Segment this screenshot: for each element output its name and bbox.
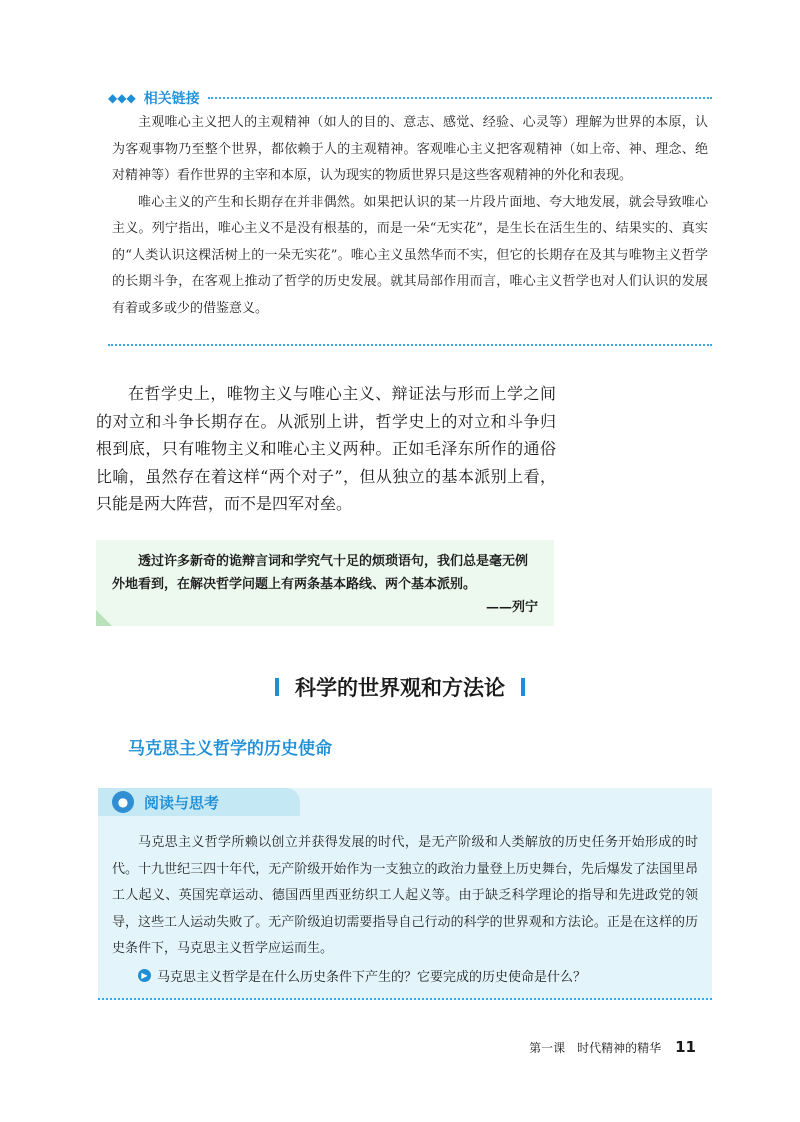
related-paragraph: 主观唯心主义把人的主观精神（如人的目的、意志、感觉、经验、心灵等）理解为世界的本原，认为客观事物乃至整个世界，都依赖于人的主观精神。客观唯心主义把客观精神（如上帝、神、理念、绝对精神等）看作世界的主宰和本原，认为现实的物质世界只是这些客观精神的外化和表现。: [112, 115, 708, 183]
question-text: 马克思主义哲学是在什么历史条件下产生的？它要完成的历史使命是什么？: [157, 970, 587, 985]
divider: [108, 344, 712, 346]
quote-author: ——列宁: [485, 600, 538, 615]
divider: [208, 97, 712, 99]
page-footer: [529, 1038, 696, 1056]
corner-decoration: [96, 610, 112, 626]
read-think-box: [98, 788, 712, 1000]
read-think-tab: [98, 788, 300, 816]
quote-text: [112, 550, 540, 596]
body-paragraph: 在哲学史上，唯物主义与唯心主义、辩证法与形而上学之间的对立和斗争长期存在。从派别上讲，哲学史上的对立和斗争归根到底，只有唯物主义和唯心主义两种。正如毛泽东所作的通俗比喻，虽然存在着这样“两个对子”，但从独立的基本派别上看，只能是两大阵营，而不是四军对垒。: [96, 384, 556, 513]
subsection-title: 马克思主义哲学的历史使命: [128, 739, 332, 759]
play-icon: ▶: [138, 969, 151, 982]
title-bar-right: [521, 678, 525, 696]
question: [138, 966, 698, 985]
title-bar-left: [275, 678, 279, 696]
page-number: 11: [675, 1038, 696, 1056]
read-think-title: 阅读与思考: [144, 793, 220, 812]
related-paragraph: 唯心主义的产生和长期存在并非偶然。如果把认识的某一片段片面地、夸大地发展，就会导致唯心主义。列宁指出，唯心主义不是没有根基的，而是一朵“无实花”，是生长在活生生的、结果实的、真实的“人类认识这棵活树上的一朵无实花”。唯心主义虽然华而不实，但它的长期存在及其与唯物主义哲学的长期斗争，在客观上推动了哲学的历史发展。就其局部作用而言，唯心主义哲学也对人们认识的发展有着或多或少的借鉴意义。: [112, 194, 708, 316]
section-title-text: 科学的世界观和方法论: [295, 676, 505, 700]
quote-paragraph: 透过许多新奇的诡辩言词和学究气十足的烦琐语句，我们总是毫无例外地看到，在解决哲学问题上有两条基本路线、两个基本派别。: [112, 554, 529, 592]
diamond-icon: ◆◆◆: [108, 91, 136, 105]
related-link-title: 相关链接: [143, 91, 200, 107]
related-link-header: [108, 88, 712, 108]
reading-icon: ●: [112, 791, 134, 813]
read-think-body: [112, 830, 698, 963]
section-title: [0, 672, 800, 702]
chapter-title: 第一课 时代精神的精华: [529, 1041, 662, 1055]
main-text: [96, 380, 556, 518]
quote-box: [96, 540, 554, 626]
read-think-paragraph: 马克思主义哲学所赖以创立并获得发展的时代，是无产阶级和人类解放的历史任务开始形成的时代。十九世纪三四十年代，无产阶级开始作为一支独立的政治力量登上历史舞台，先后爆发了法国里昂工人起义、英国宪章运动、德国西里西亚纺织工人起义等。由于缺乏科学理论的指导和先进政党的领导，这些工人运动失败了。无产阶级迫切需要指导自己行动的科学的世界观和方法论。正是在这样的历史条件下，马克思主义哲学应运而生。: [112, 835, 698, 956]
related-link-body: [112, 110, 708, 322]
